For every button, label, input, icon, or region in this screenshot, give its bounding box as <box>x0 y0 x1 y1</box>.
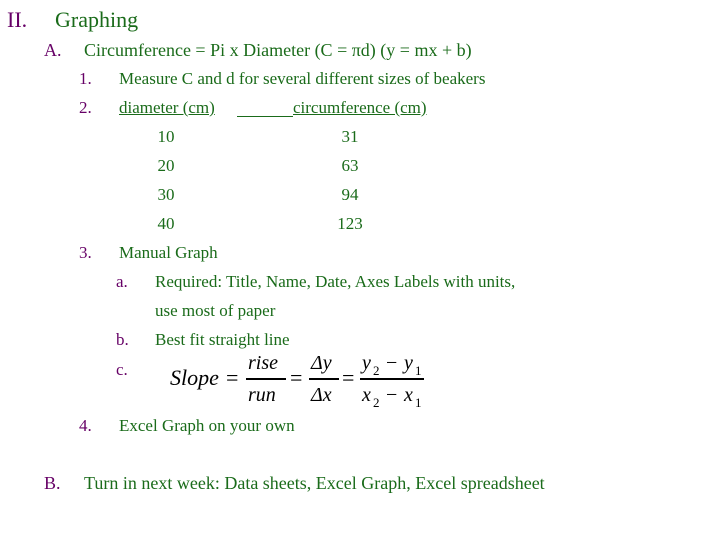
x1-subscript: 1 <box>415 395 422 410</box>
table-cell-circumference: 123 <box>337 214 363 233</box>
table-cell-circumference: 94 <box>341 185 359 204</box>
table-cell-circumference: 63 <box>341 156 359 175</box>
item-3a-line1: Required: Title, Name, Date, Axes Labels with units, <box>155 272 516 291</box>
x2-variable: x <box>362 384 371 406</box>
section-title: Graphing <box>55 7 139 32</box>
table-cell-circumference: 31 <box>341 127 359 146</box>
table-cell-diameter: 10 <box>157 127 175 146</box>
slope-label: Slope <box>170 365 219 390</box>
part-b-letter: B. <box>44 473 61 493</box>
y1-subscript: 1 <box>415 363 422 378</box>
column-header-diameter: diameter (cm) <box>119 98 215 117</box>
fraction-bar <box>246 378 286 380</box>
table-cell-diameter: 40 <box>157 214 175 233</box>
item-1-text: Measure C and d for several different sizes of beakers <box>119 69 486 88</box>
equals-sign: = <box>342 365 355 390</box>
slope-formula <box>168 350 438 412</box>
y2-variable: y <box>362 352 371 374</box>
item-3b-text: Best fit straight line <box>155 330 290 349</box>
y1-variable: y <box>404 352 413 374</box>
item-3b-number: b. <box>116 330 129 349</box>
equals-sign: = <box>226 365 239 390</box>
minus-sign: − <box>386 384 398 406</box>
part-a-letter: A. <box>44 40 62 60</box>
rise-label: rise <box>248 352 278 374</box>
run-label: run <box>248 384 276 406</box>
item-3a-line2: use most of paper <box>155 301 276 320</box>
item-4-number: 4. <box>79 416 92 435</box>
item-1-number: 1. <box>79 69 92 88</box>
table-cell-diameter: 30 <box>157 185 175 204</box>
item-3a-number: a. <box>116 272 128 291</box>
item-3-text: Manual Graph <box>119 243 218 262</box>
table-cell-diameter: 20 <box>157 156 175 175</box>
x2-subscript: 2 <box>373 395 380 410</box>
item-3-number: 3. <box>79 243 92 262</box>
equals-sign: = <box>290 365 303 390</box>
fraction-bar <box>309 378 339 380</box>
x1-variable: x <box>404 384 413 406</box>
delta-y-label: Δy <box>311 352 332 374</box>
part-a-text: Circumference = Pi x Diameter (C = πd) (y = mx + b) <box>84 40 472 60</box>
item-4-text: Excel Graph on your own <box>119 416 295 435</box>
item-3c-number: c. <box>116 360 128 379</box>
minus-sign: − <box>386 352 398 374</box>
section-numeral: II. <box>7 7 28 32</box>
column-header-circumference: circumference (cm) <box>293 98 427 117</box>
header-underline-spacer <box>237 99 293 117</box>
y2-subscript: 2 <box>373 363 380 378</box>
part-b-text: Turn in next week: Data sheets, Excel Graph, Excel spreadsheet <box>84 473 545 493</box>
delta-x-label: Δx <box>311 384 332 406</box>
item-2-number: 2. <box>79 98 92 117</box>
fraction-bar <box>360 378 424 380</box>
